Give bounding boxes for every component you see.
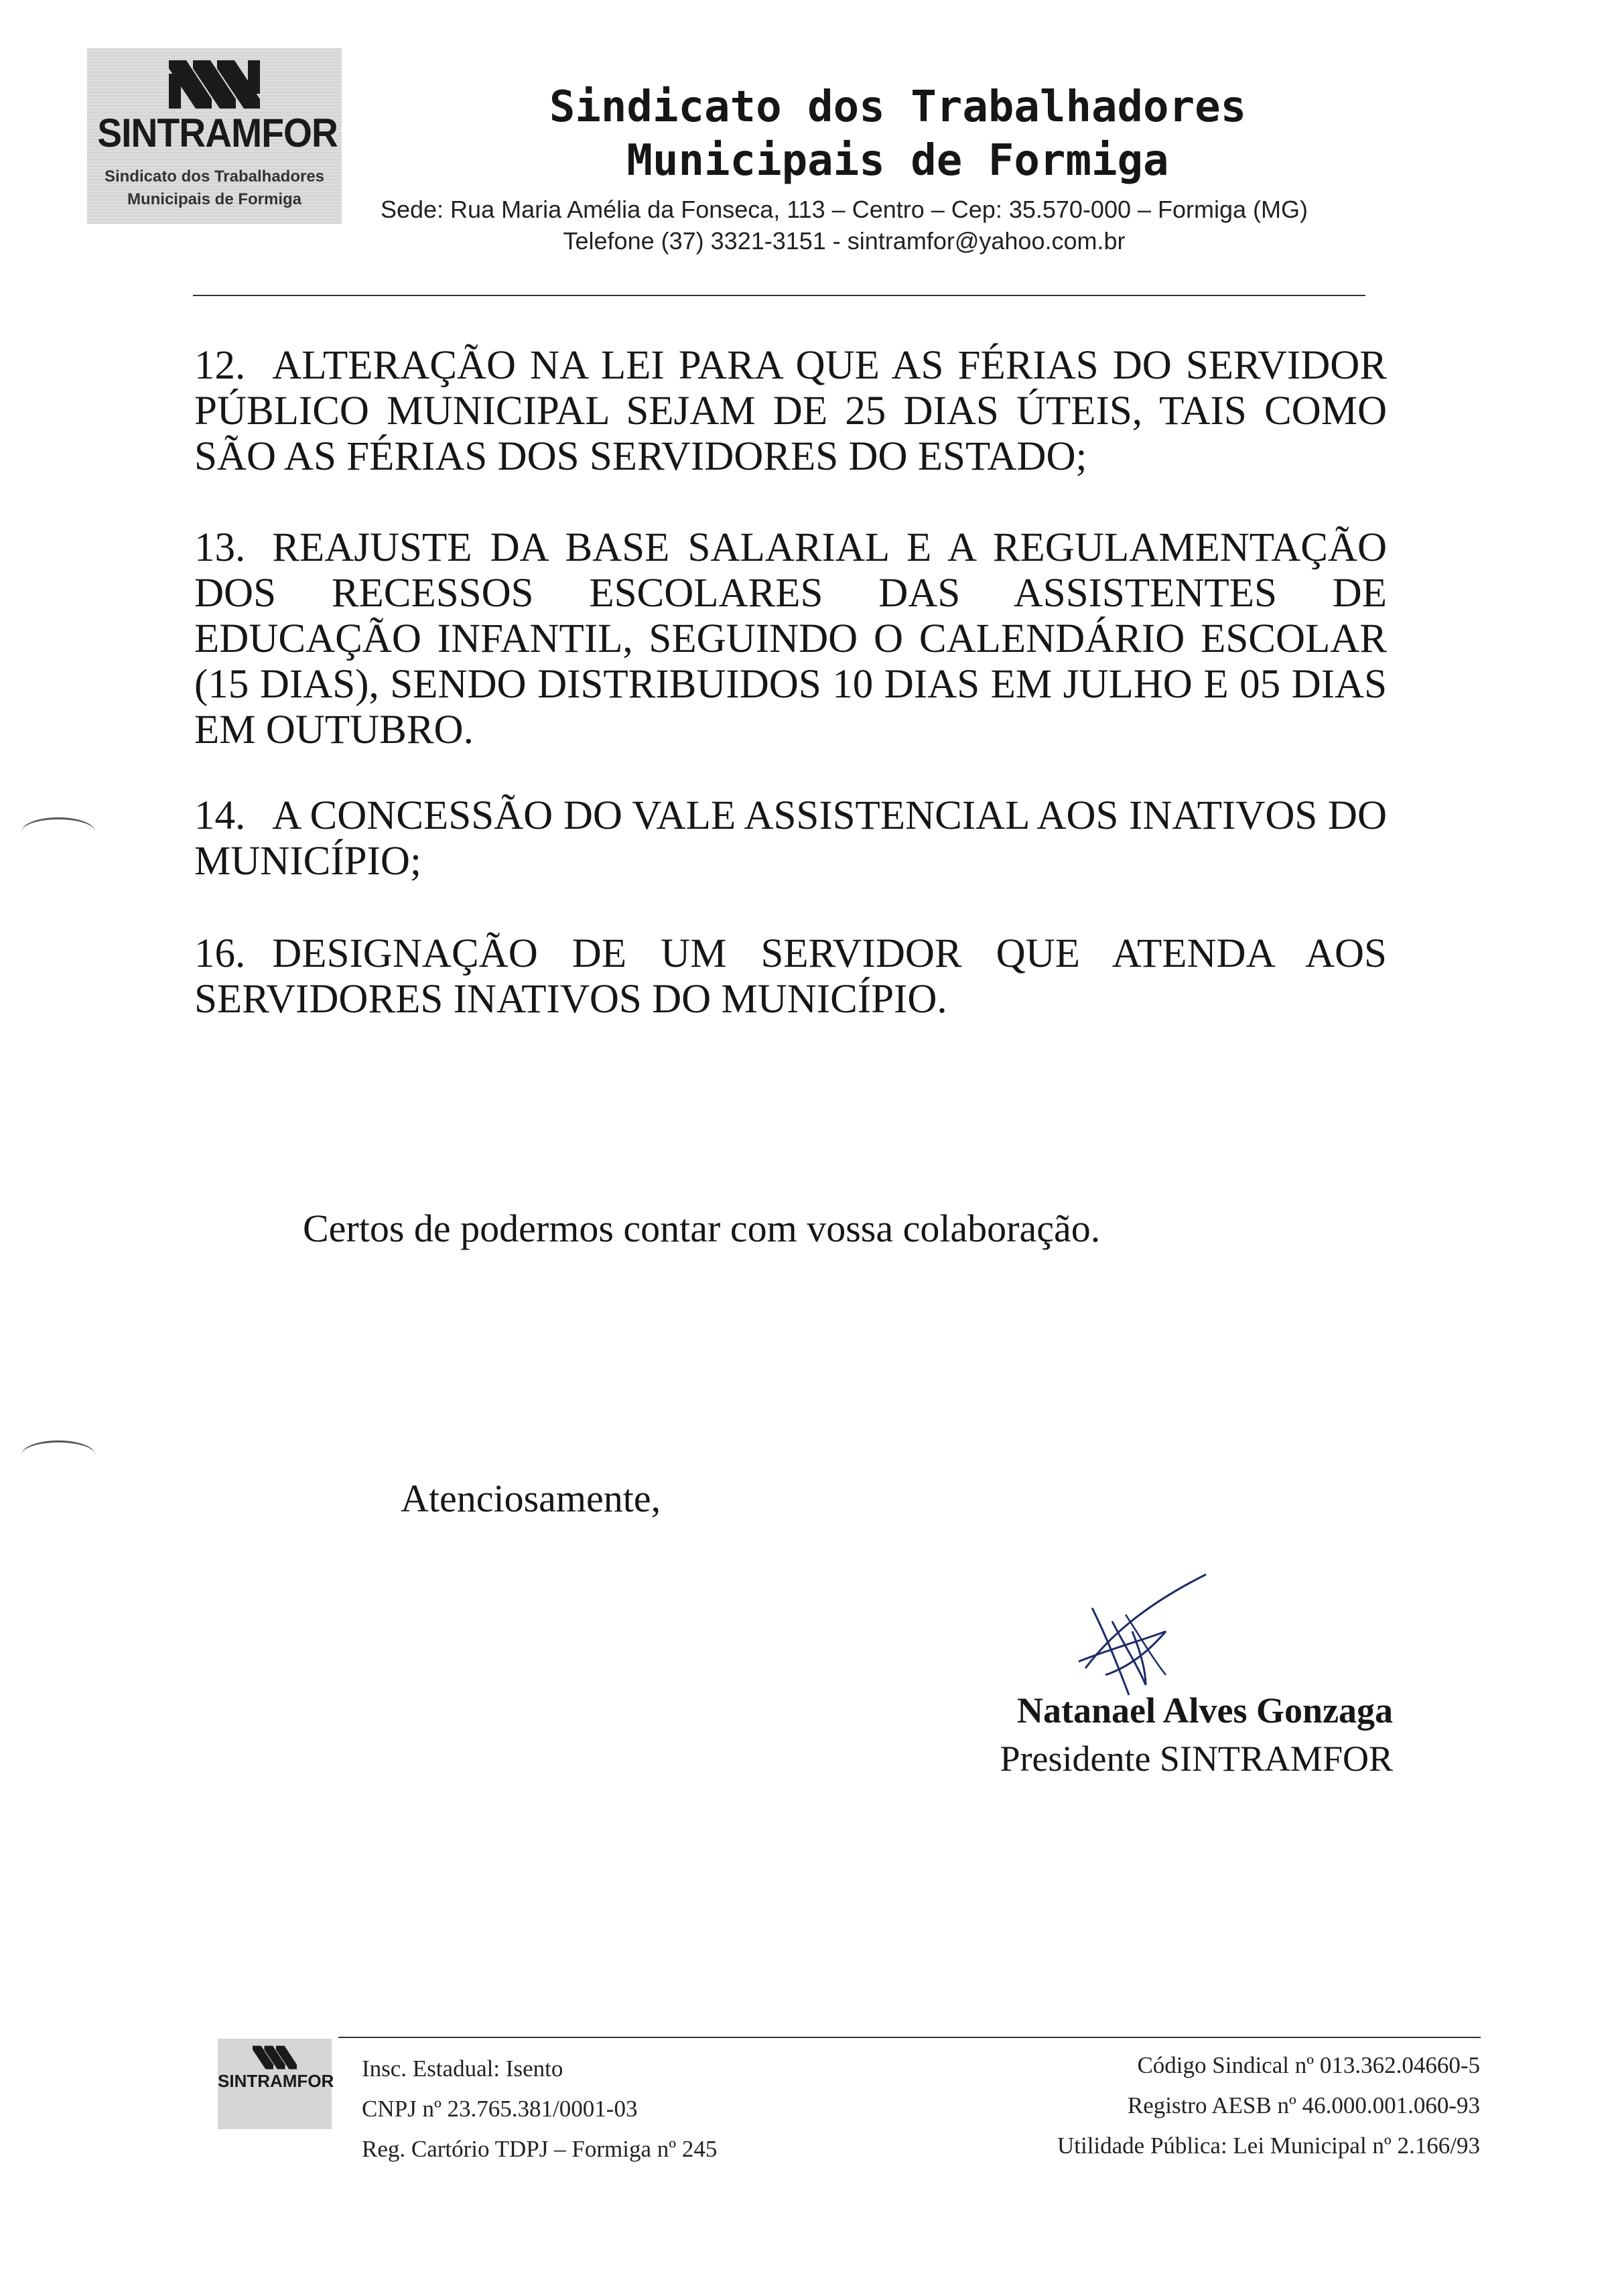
- item-number: 16.: [194, 931, 246, 976]
- header-divider: [193, 295, 1365, 296]
- signer-role: Presidente SINTRAMFOR: [1000, 1739, 1393, 1779]
- closing-text: Certos de podermos contar com vossa colaboração.: [303, 1207, 1101, 1250]
- logo-name: SINTRAMFOR: [97, 111, 338, 155]
- item-text: A CONCESSÃO DO VALE ASSISTENCIAL AOS INATIVOS DO MUNICÍPIO;: [194, 793, 1387, 884]
- list-item-12: [194, 343, 1387, 480]
- footer-cnpj: CNPJ nº 23.765.381/0001-03: [362, 2096, 638, 2122]
- list-item-16: [194, 931, 1387, 1022]
- item-text: REAJUSTE DA BASE SALARIAL E A REGULAMENTAÇÃO DOS RECESSOS ESCOLARES DAS ASSISTENTES DE EDUCAÇÃO INFANTIL, SEGUINDO O CALENDÁRIO ESCOLAR (15 DIAS), SENDO DISTRIBUIDOS 10 DIAS EM JULHO E 05 DIAS EM OUTUBRO.: [194, 525, 1387, 752]
- scan-mark: [21, 817, 95, 846]
- union-logo: [87, 48, 342, 224]
- org-title-line1: Sindicato dos Trabalhadores: [549, 82, 1247, 132]
- item-number: 12.: [194, 343, 246, 388]
- footer-logo-name: SINTRAMFOR: [218, 2071, 334, 2091]
- footer-state-registration: Insc. Estadual: Isento: [362, 2055, 563, 2082]
- footer-registry: Reg. Cartório TDPJ – Formiga nº 245: [362, 2136, 718, 2162]
- logo-subtitle-1: Sindicato dos Trabalhadores: [104, 167, 325, 186]
- org-contact: Telefone (37) 3321-3151 - sintramfor@yahoo.com.br: [563, 227, 1126, 255]
- signer-name: Natanael Alves Gonzaga: [1017, 1690, 1393, 1731]
- footer-aesb-registry: Registro AESB nº 46.000.001.060-93: [1127, 2092, 1480, 2118]
- logo-subtitle-2: Municipais de Formiga: [127, 190, 302, 208]
- item-number: 13.: [194, 525, 246, 570]
- logo-emblem-icon: [253, 2045, 297, 2070]
- org-title-line2: Municipais de Formiga: [626, 136, 1169, 186]
- footer-logo: [218, 2039, 332, 2129]
- footer-union-code: Código Sindical nº 013.362.04660-5: [1137, 2052, 1480, 2078]
- item-number: 14.: [194, 793, 246, 838]
- org-address: Sede: Rua Maria Amélia da Fonseca, 113 – Centro – Cep: 35.570-000 – Formiga (MG): [380, 196, 1308, 223]
- scan-mark: [21, 1440, 95, 1469]
- handwritten-signature: [1065, 1568, 1226, 1702]
- footer-divider: [338, 2037, 1481, 2038]
- item-text: DESIGNAÇÃO DE UM SERVIDOR QUE ATENDA AOS SERVIDORES INATIVOS DO MUNICÍPIO.: [194, 931, 1387, 1022]
- logo-emblem-icon: [169, 60, 260, 109]
- list-item-14: [194, 793, 1387, 884]
- item-text: ALTERAÇÃO NA LEI PARA QUE AS FÉRIAS DO SERVIDOR PÚBLICO MUNICIPAL SEJAM DE 25 DIAS ÚTEIS, TAIS COMO SÃO AS FÉRIAS DOS SERVIDORES DO ESTADO;: [194, 343, 1387, 479]
- salutation-text: Atenciosamente,: [401, 1477, 661, 1520]
- list-item-13: [194, 525, 1387, 753]
- footer-public-utility: Utilidade Pública: Lei Municipal nº 2.166/93: [1057, 2133, 1480, 2159]
